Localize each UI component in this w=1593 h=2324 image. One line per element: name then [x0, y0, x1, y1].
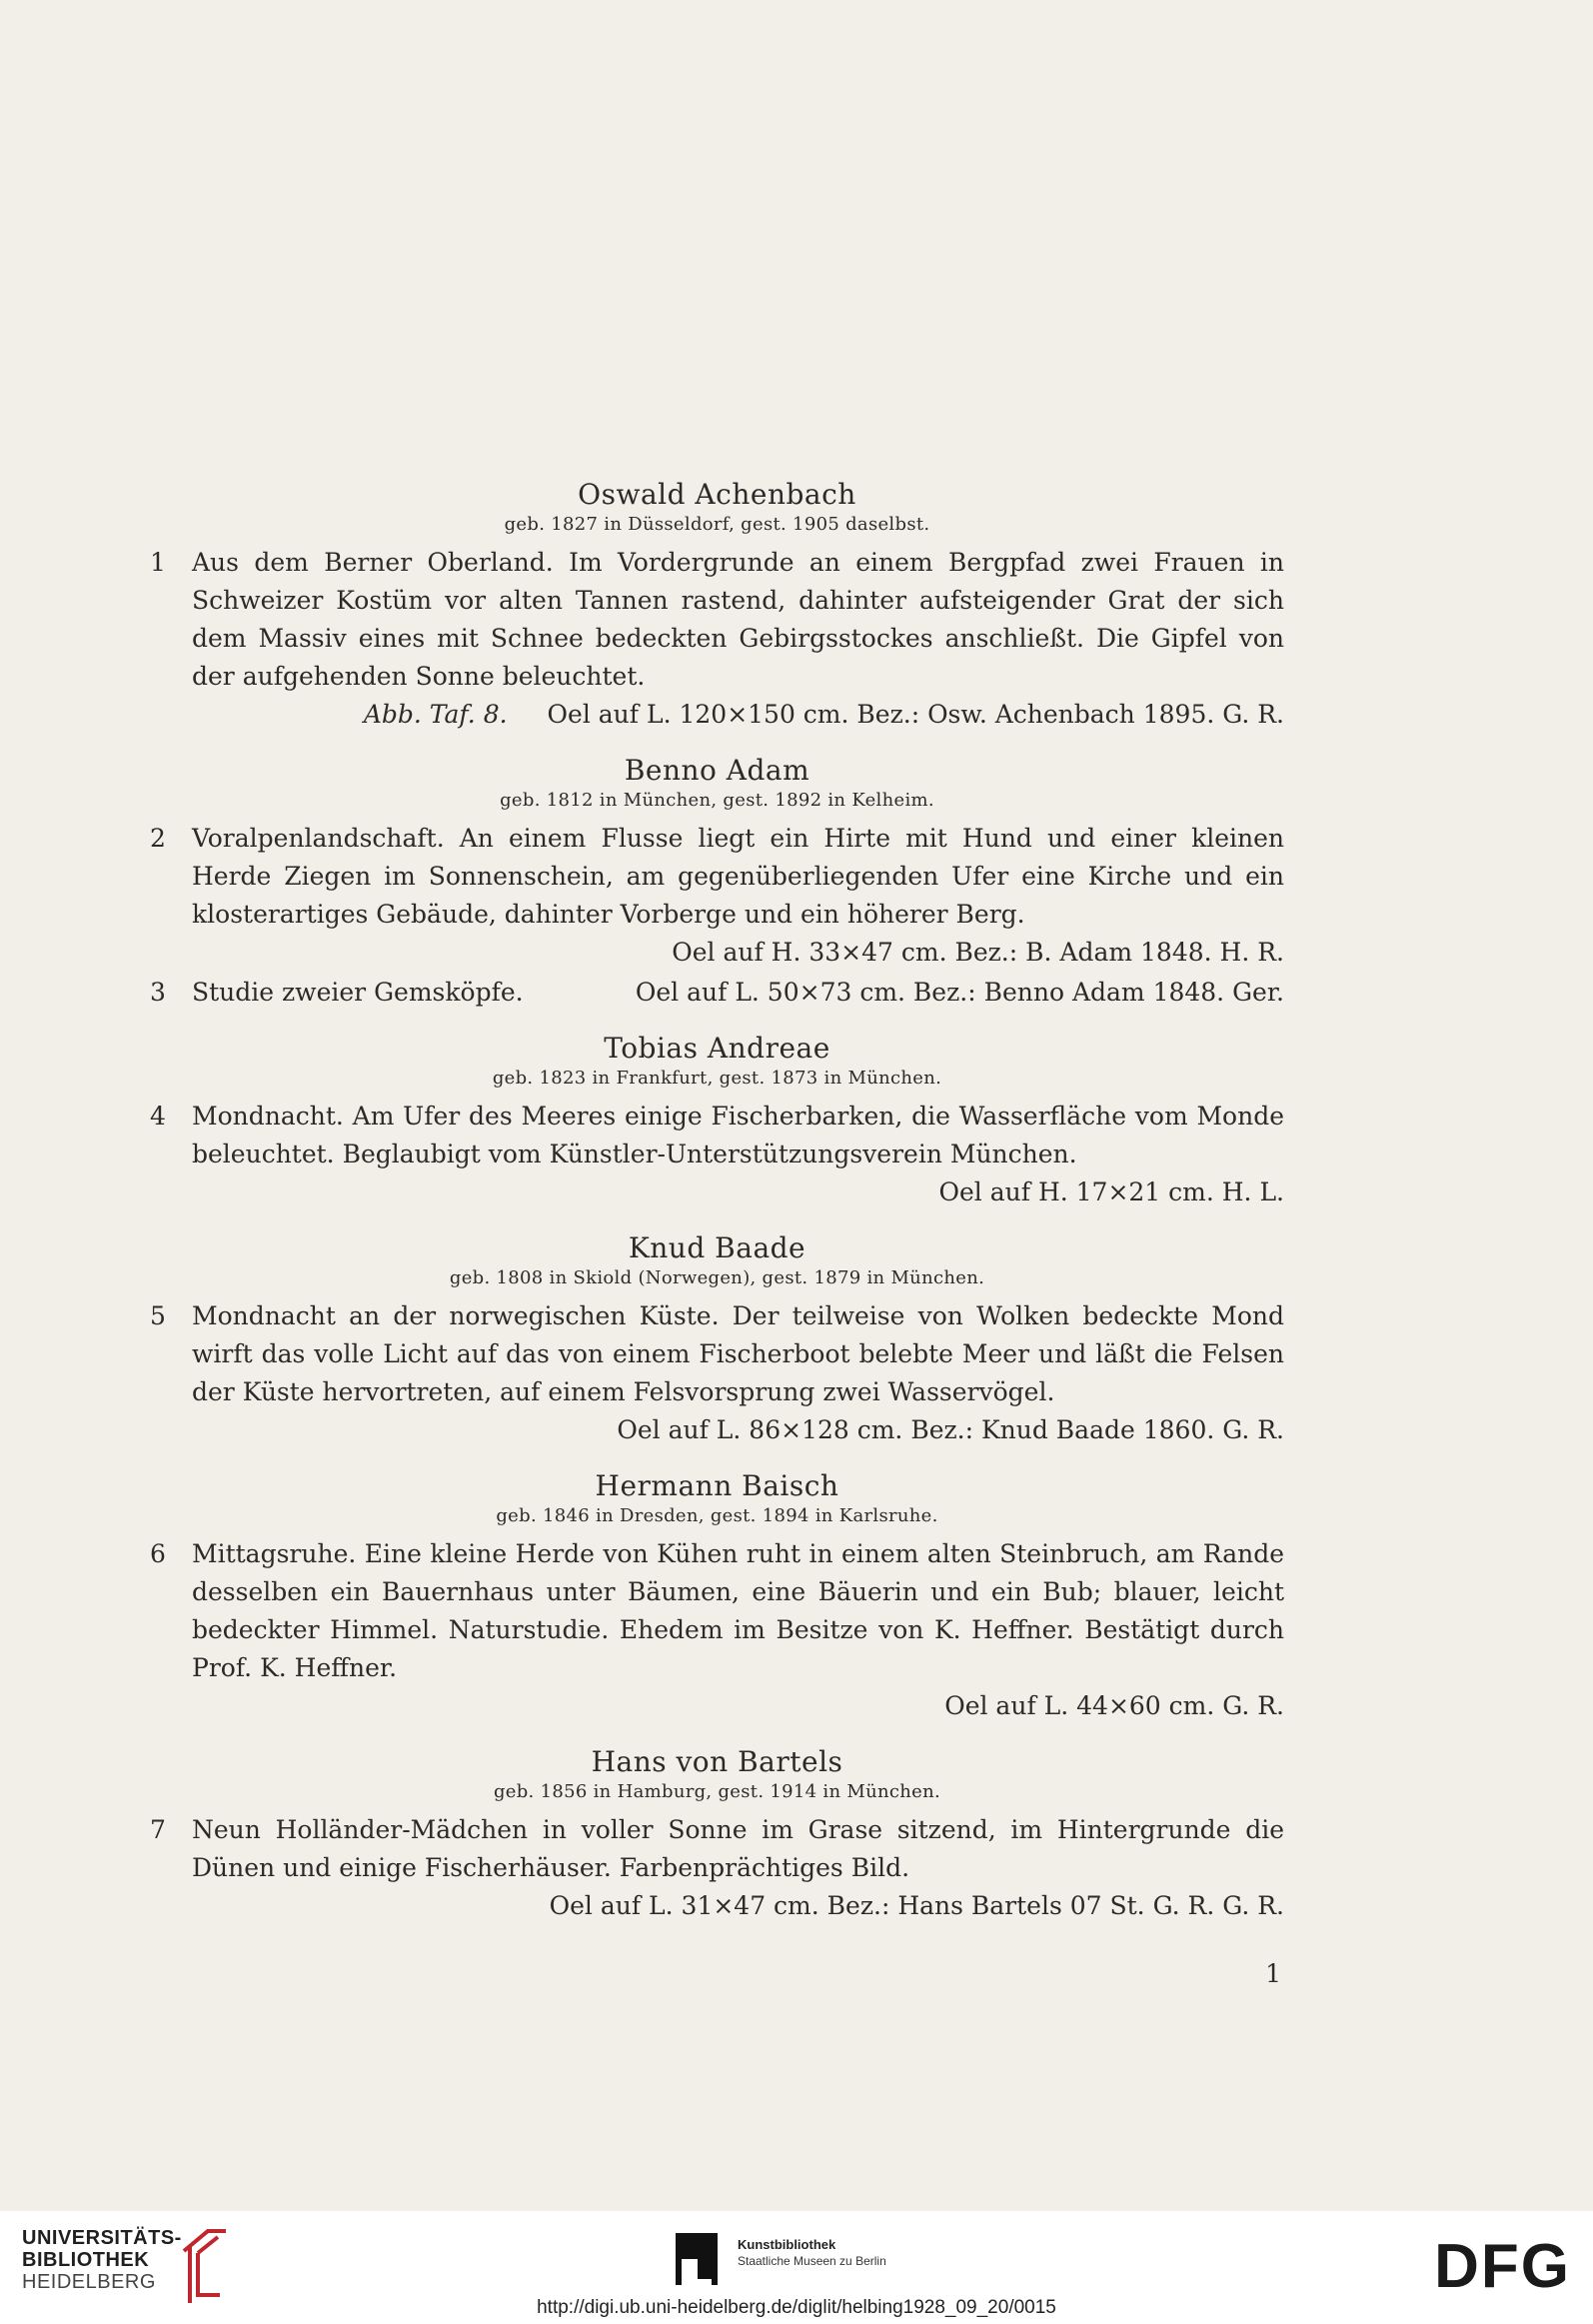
- artist-section: [150, 478, 1284, 734]
- catalog-entry: [150, 974, 1284, 1012]
- kunstbibliothek-title: Kunstbibliothek: [738, 2237, 836, 2252]
- entry-description: Neun Holländer-Mädchen in voller Sonne im Grase sitzend, im Hintergrunde die Dünen und einige Fischerhäuser. Farbenprächtiges Bild.: [192, 1815, 1284, 1882]
- footer-bar: [0, 2211, 1593, 2324]
- entry-meta: Oel auf H. 33×47 cm. Bez.: B. Adam 1848. H. R.: [672, 938, 1284, 967]
- artist-bio: geb. 1808 in Skiold (Norwegen), gest. 1879 in München.: [449, 1267, 985, 1288]
- catalog-entry: [150, 1535, 1284, 1725]
- entry-meta: Oel auf L. 50×73 cm. Bez.: Benno Adam 1848. Ger.: [635, 978, 1284, 1007]
- ub-heidelberg-logo[interactable]: [22, 2227, 182, 2293]
- catalog-content: [150, 478, 1284, 1945]
- artist-bio: geb. 1856 in Hamburg, gest. 1914 in München.: [493, 1781, 941, 1802]
- entry-meta-line: [192, 696, 1284, 734]
- entry-meta: Oel auf L. 120×150 cm. Bez.: Osw. Achenbach 1895. G. R.: [547, 700, 1284, 729]
- entry-number: 1: [150, 548, 166, 577]
- page-number: 1: [1265, 1959, 1281, 1988]
- entry-meta: Oel auf L. 31×47 cm. Bez.: Hans Bartels 07 St. G. R. G. R.: [549, 1891, 1284, 1920]
- catalog-entry: [150, 1098, 1284, 1211]
- entry-number: 4: [150, 1102, 166, 1131]
- catalog-entry: [150, 1811, 1284, 1925]
- catalog-entry: [150, 544, 1284, 734]
- entry-number: 6: [150, 1539, 166, 1568]
- artist-section: [150, 1032, 1284, 1211]
- artist-section: [150, 754, 1284, 1012]
- kunstbibliothek-mark-icon: [676, 2233, 718, 2285]
- ub-logo-line: HEIDELBERG: [22, 2271, 156, 2293]
- ub-logo-mark-icon: [180, 2225, 230, 2305]
- entry-description: Mittagsruhe. Eine kleine Herde von Kühen ruht in einem alten Steinbruch, am Rande desselben ein Bauernhaus unter Bäumen, eine Bäuerin und ein Bub; blauer, leicht bedeckter Himmel. Naturstudie. Ehedem im Besitze von K. Heffner. Bestätigt durch Prof. K. Heffner.: [192, 1539, 1284, 1682]
- ub-logo-line: UNIVERSITÄTS-: [22, 2227, 182, 2249]
- plate-reference: Abb. Taf. 8.: [363, 700, 508, 729]
- entry-description: Aus dem Berner Oberland. Im Vordergrunde an einem Bergpfad zwei Frauen in Schweizer Kostüm vor alten Tannen rastend, dahinter aufsteigender Grat der sich dem Massiv eines mit Schnee bedeckten Gebirgsstockes anschließt. Die Gipfel von der aufgehenden Sonne beleuchtet.: [192, 548, 1284, 691]
- artist-name: Benno Adam: [624, 754, 810, 787]
- artist-bio: geb. 1812 in München, gest. 1892 in Kelheim.: [500, 790, 934, 811]
- entry-number: 7: [150, 1815, 166, 1844]
- entry-description: Studie zweier Gemsköpfe.: [192, 978, 524, 1007]
- artist-bio: geb. 1846 in Dresden, gest. 1894 in Karlsruhe.: [496, 1505, 938, 1526]
- artist-name: Oswald Achenbach: [578, 478, 856, 511]
- artist-name: Hans von Bartels: [591, 1745, 843, 1778]
- catalog-entry: [150, 1297, 1284, 1449]
- artist-name: Hermann Baisch: [595, 1469, 839, 1502]
- artist-section: [150, 1231, 1284, 1449]
- artist-name: Tobias Andreae: [604, 1032, 830, 1065]
- ub-logo-line: BIBLIOTHEK: [22, 2249, 150, 2271]
- artist-bio: geb. 1823 in Frankfurt, gest. 1873 in München.: [492, 1068, 942, 1089]
- entry-number: 3: [150, 978, 166, 1007]
- artist-name: Knud Baade: [628, 1231, 806, 1264]
- entry-description: Mondnacht. Am Ufer des Meeres einige Fischerbarken, die Wasserfläche vom Monde beleuchtet. Beglaubigt vom Künstler-Unterstützungsverein München.: [192, 1102, 1284, 1168]
- kunstbibliothek-subtitle: Staatliche Museen zu Berlin: [738, 2254, 886, 2268]
- entry-meta: Oel auf L. 86×128 cm. Bez.: Knud Baade 1860. G. R.: [617, 1415, 1284, 1444]
- artist-section: [150, 1469, 1284, 1725]
- artist-section: [150, 1745, 1284, 1925]
- entry-meta: Oel auf L. 44×60 cm. G. R.: [944, 1691, 1284, 1720]
- source-url[interactable]: http://digi.ub.uni-heidelberg.de/diglit/helbing1928_09_20/0015: [537, 2297, 1056, 2318]
- entry-description: Voralpenlandschaft. An einem Flusse liegt ein Hirte mit Hund und einer kleinen Herde Ziegen im Sonnenschein, am gegenüberliegenden Ufer eine Kirche und ein klosterartiges Gebäude, dahinter Vorberge und ein höherer Berg.: [192, 824, 1284, 929]
- entry-description: Mondnacht an der norwegischen Küste. Der teilweise von Wolken bedeckte Mond wirft das volle Licht auf das von einem Fischerboot belebte Meer und läßt die Felsen der Küste hervortreten, auf einem Felsvorsprung zwei Wasservögel.: [192, 1301, 1284, 1406]
- entry-number: 5: [150, 1301, 166, 1330]
- entry-inline-row: [192, 974, 1284, 1012]
- dfg-logo[interactable]: DFG: [1434, 2232, 1571, 2301]
- catalog-entry: [150, 820, 1284, 972]
- artist-bio: geb. 1827 in Düsseldorf, gest. 1905 daselbst.: [504, 514, 930, 535]
- entry-meta: Oel auf H. 17×21 cm. H. L.: [938, 1177, 1284, 1206]
- entry-number: 2: [150, 824, 166, 853]
